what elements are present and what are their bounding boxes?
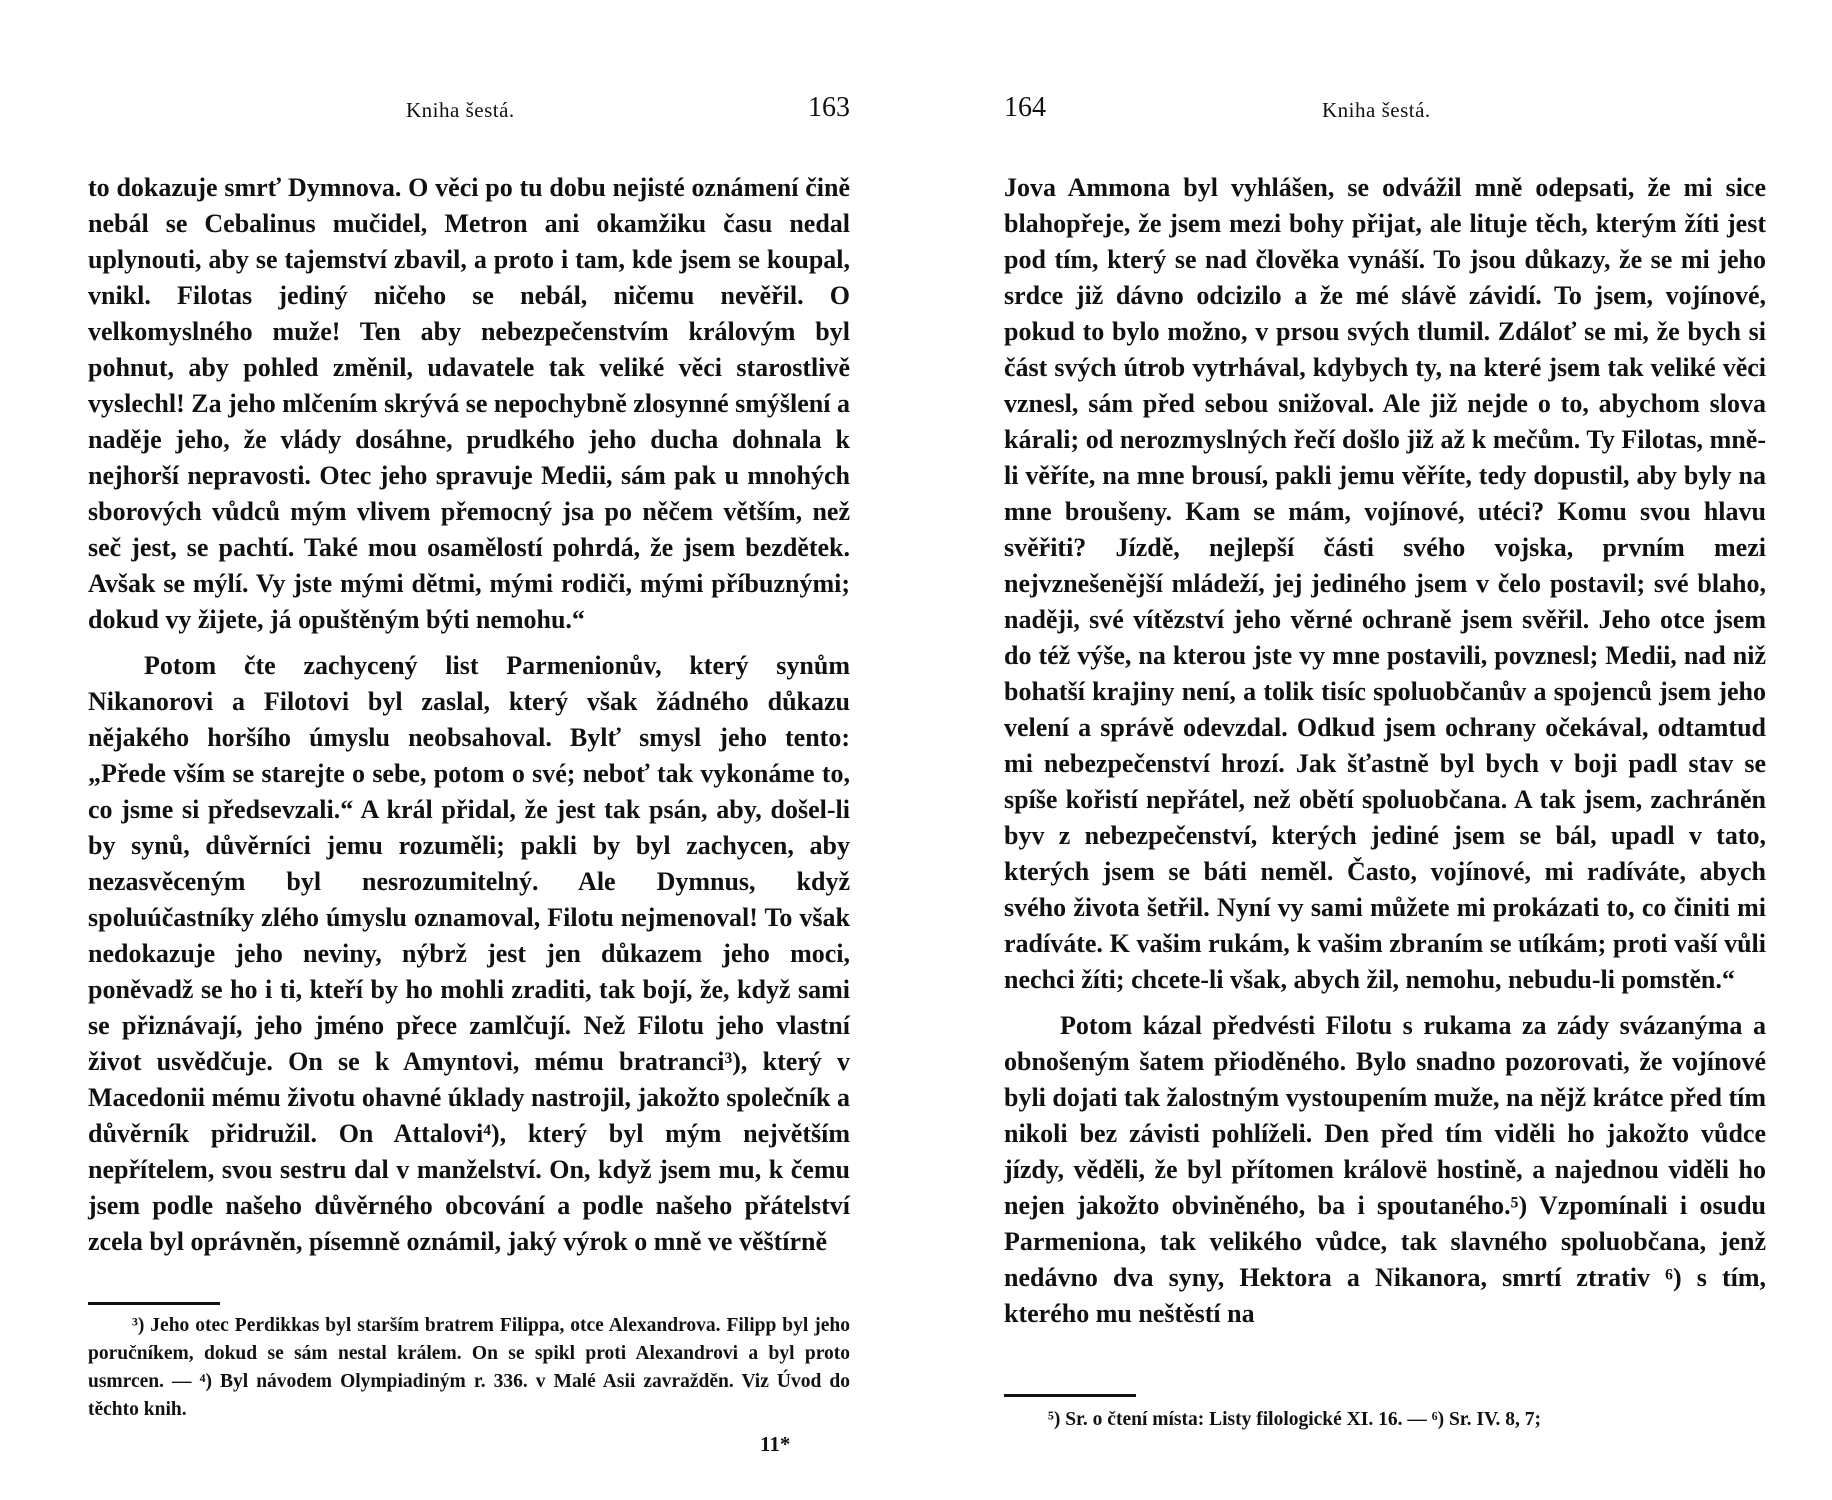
right-page — [1004, 0, 1766, 1500]
left-footnote: ³) Jeho otec Perdikkas byl starším bratrem Filippa, otce Alexandrova. Filipp byl jeho poručníkem, dokud se sám nestal králem. On se spikl proti Alexandrovi a byl proto usmrcen. — ⁴) Byl návodem Olympiadiným r. 336. v Malé Asii zavražděn. Viz Úvod do těchto knih. — [88, 1315, 850, 1420]
left-body-text — [88, 170, 850, 1260]
right-paragraph-2: Potom kázal předvésti Filotu s rukama za zády svázanýma a obnošeným šatem přioděného. Bylo snadno pozorovati, že vojínové byli dojati tak žalostným vystoupením muže, na nějž krátce před tím nikoli bez závisti pohlíželi. Den před tím viděli ho jakožto vůdce jízdy, věděli, že byl přítomen královë hostině, a najednou viděli ho nejen jakožto obviněného, ba i spoutaného.⁵) Vzpomínali i osudu Parmeniona, tak velikého vůdce, tak slavného spoluobčana, jenž nedávno dva syny, Hektora a Nikanora, smrtí ztrativ ⁶) s tím, kterého mu neštěstí na — [1004, 1011, 1766, 1328]
left-running-head — [88, 92, 850, 132]
left-running-title: Kniha šestá. — [406, 98, 515, 122]
signature-mark: 11* — [760, 1432, 791, 1456]
right-footnote-rule — [1004, 1394, 1136, 1397]
left-paragraph-1: to dokazuje smrť Dymnova. O věci po tu dobu nejisté oznámení čině nebál se Cebalinus mučidel, Metron ani okamžiku času nedal uplynouti, aby se tajemství zbavil, a proto i tam, kde jsem se koupal, vnikl. Filotas jediný ničeho se nebál, ničemu nevěřil. O velkomyslného muže! Ten aby nebezpečenstvím královým byl pohnut, aby pohled změnil, udavatele tak veliké věci starostlivě vyslechl! Za jeho mlčením skrývá se nepochybně zlosynné smýšlení a naděje jeho, že vlády dosáhne, prudkého jeho ducha dohnala k nejhorší nepravosti. Otec jeho spravuje Medii, sám pak u mnohých sborových vůdců mým vlivem přemocný jsa po něčem větším, než seč jest, se pachtí. Také mou osamělostí pohrdá, že jsem bezdětek. Avšak se mýlí. Vy jste mými dětmi, mými rodiči, mými příbuznými; dokud vy žijete, já opuštěným býti nemohu.“ — [88, 173, 850, 634]
right-paragraph-1: Jova Ammona byl vyhlášen, se odvážil mně odepsati, že mi sice blahopřeje, že jsem mezi bohy přijat, ale lituje těch, kterým žíti jest pod tím, který se nad člověka vynáší. To jsou důkazy, že se mi jeho srdce již dávno odcizilo a že mé slávě závidí. To jsem, vojínové, pokud to bylo možno, v prsou svých tlumil. Zdáloť se mi, že bych si část svých útrob vytrhával, kdybych ty, na které jsem tak veliké věci vznesl, sám před sebou snižoval. Ale již nejde o to, abychom slova kárali; od nerozmyslných řečí došlo již až k mečům. Ty Filotas, mně-li věříte, na mne brousí, pakli jemu věříte, tedy dopustil, aby byly na mne broušeny. Kam se mám, vojínové, utéci? Komu svou hlavu svěřiti? Jízdě, nejlepší části svého vojska, prvním mezi nejvznešenější mládeží, jej jediného jsem v čelo postavil; své blaho, naději, své vítězství jeho věrné ochraně jsem svěřil. Jeho otce jsem do též výše, na kterou jste vy mne postavili, povznesl; Medii, nad niž bohatší krajiny není, a tolik tisíc spoluobčanův a spojenců jsem jeho velení a správě odevzdal. Odkud jsem ochrany očekával, odtamtud mi nebezpečenství hrozí. Jak šťastně byl bych v boji padl stav se spíše kořistí nepřátel, než obětí spoluobčana. A tak jsem, zachráněn byv z nebezpečenství, kterých jediné jsem se bál, upadl v tato, kterých jsem se báti neměl. Často, vojínové, mi radíváte, abych svého života šetřil. Nyní vy sami můžete mi prokázati to, co činiti mi radíváte. K vašim rukám, k vašim zbraním se utíkám; proti vaší vůli nechci žíti; chcete-li však, abych žil, nemohu, nebudu-li pomstěn.“ — [1004, 173, 1766, 994]
right-footnote: ⁵) Sr. o čtení místa: Listy filologické XI. 16. — ⁶) Sr. IV. 8, 7; — [1048, 1409, 1542, 1430]
left-paragraph-2: Potom čte zachycený list Parmenionův, který synům Nikanorovi a Filotovi byl zaslal, který však žádného důkazu nějakého horšího úmyslu neobsahoval. Bylť smysl jeho tento: „Přede vším se starejte o sebe, potom o své; neboť tak vykonáme to, co jsme si předsevzali.“ A král přidal, že jest tak psán, aby, došel-li by synů, důvěrníci jemu rozuměli; pakli by byl zachycen, aby nezasvěceným byl nesrozumitelný. Ale Dymnus, když spoluúčastníky zlého úmyslu oznamoval, Filotu nejmenoval! To však nedokazuje jeho neviny, nýbrž jest jen důkazem jeho moci, poněvadž se ho i ti, kteří by ho mohli zraditi, tak bojí, že, když sami se přiznávají, jeho jméno přece zamlčují. Než Filotu jeho vlastní život usvědčuje. On se k Amyntovi, mému bratranci³), který v Macedonii mému životu ohavné úklady nastrojil, jakožto společník a důvěrník přidružil. On Attalovi⁴), který byl mým největším nepřítelem, svou sestru dal v manželství. On, když jsem mu, k čemu jsem podle našeho důvěrného obcování a podle našeho přátelství zcela byl oprávněn, písemně oznámil, jaký výrok o mně ve věštírně — [88, 651, 850, 1256]
right-body-text — [1004, 170, 1766, 1332]
right-page-number: 164 — [1004, 92, 1046, 123]
left-footnote-rule — [88, 1302, 220, 1305]
right-running-head — [1004, 92, 1766, 132]
right-running-title: Kniha šestá. — [1322, 98, 1431, 122]
left-footnotes — [88, 1312, 850, 1424]
left-page — [88, 0, 850, 1500]
left-page-number: 163 — [808, 92, 850, 123]
right-footnotes — [1004, 1406, 1766, 1434]
